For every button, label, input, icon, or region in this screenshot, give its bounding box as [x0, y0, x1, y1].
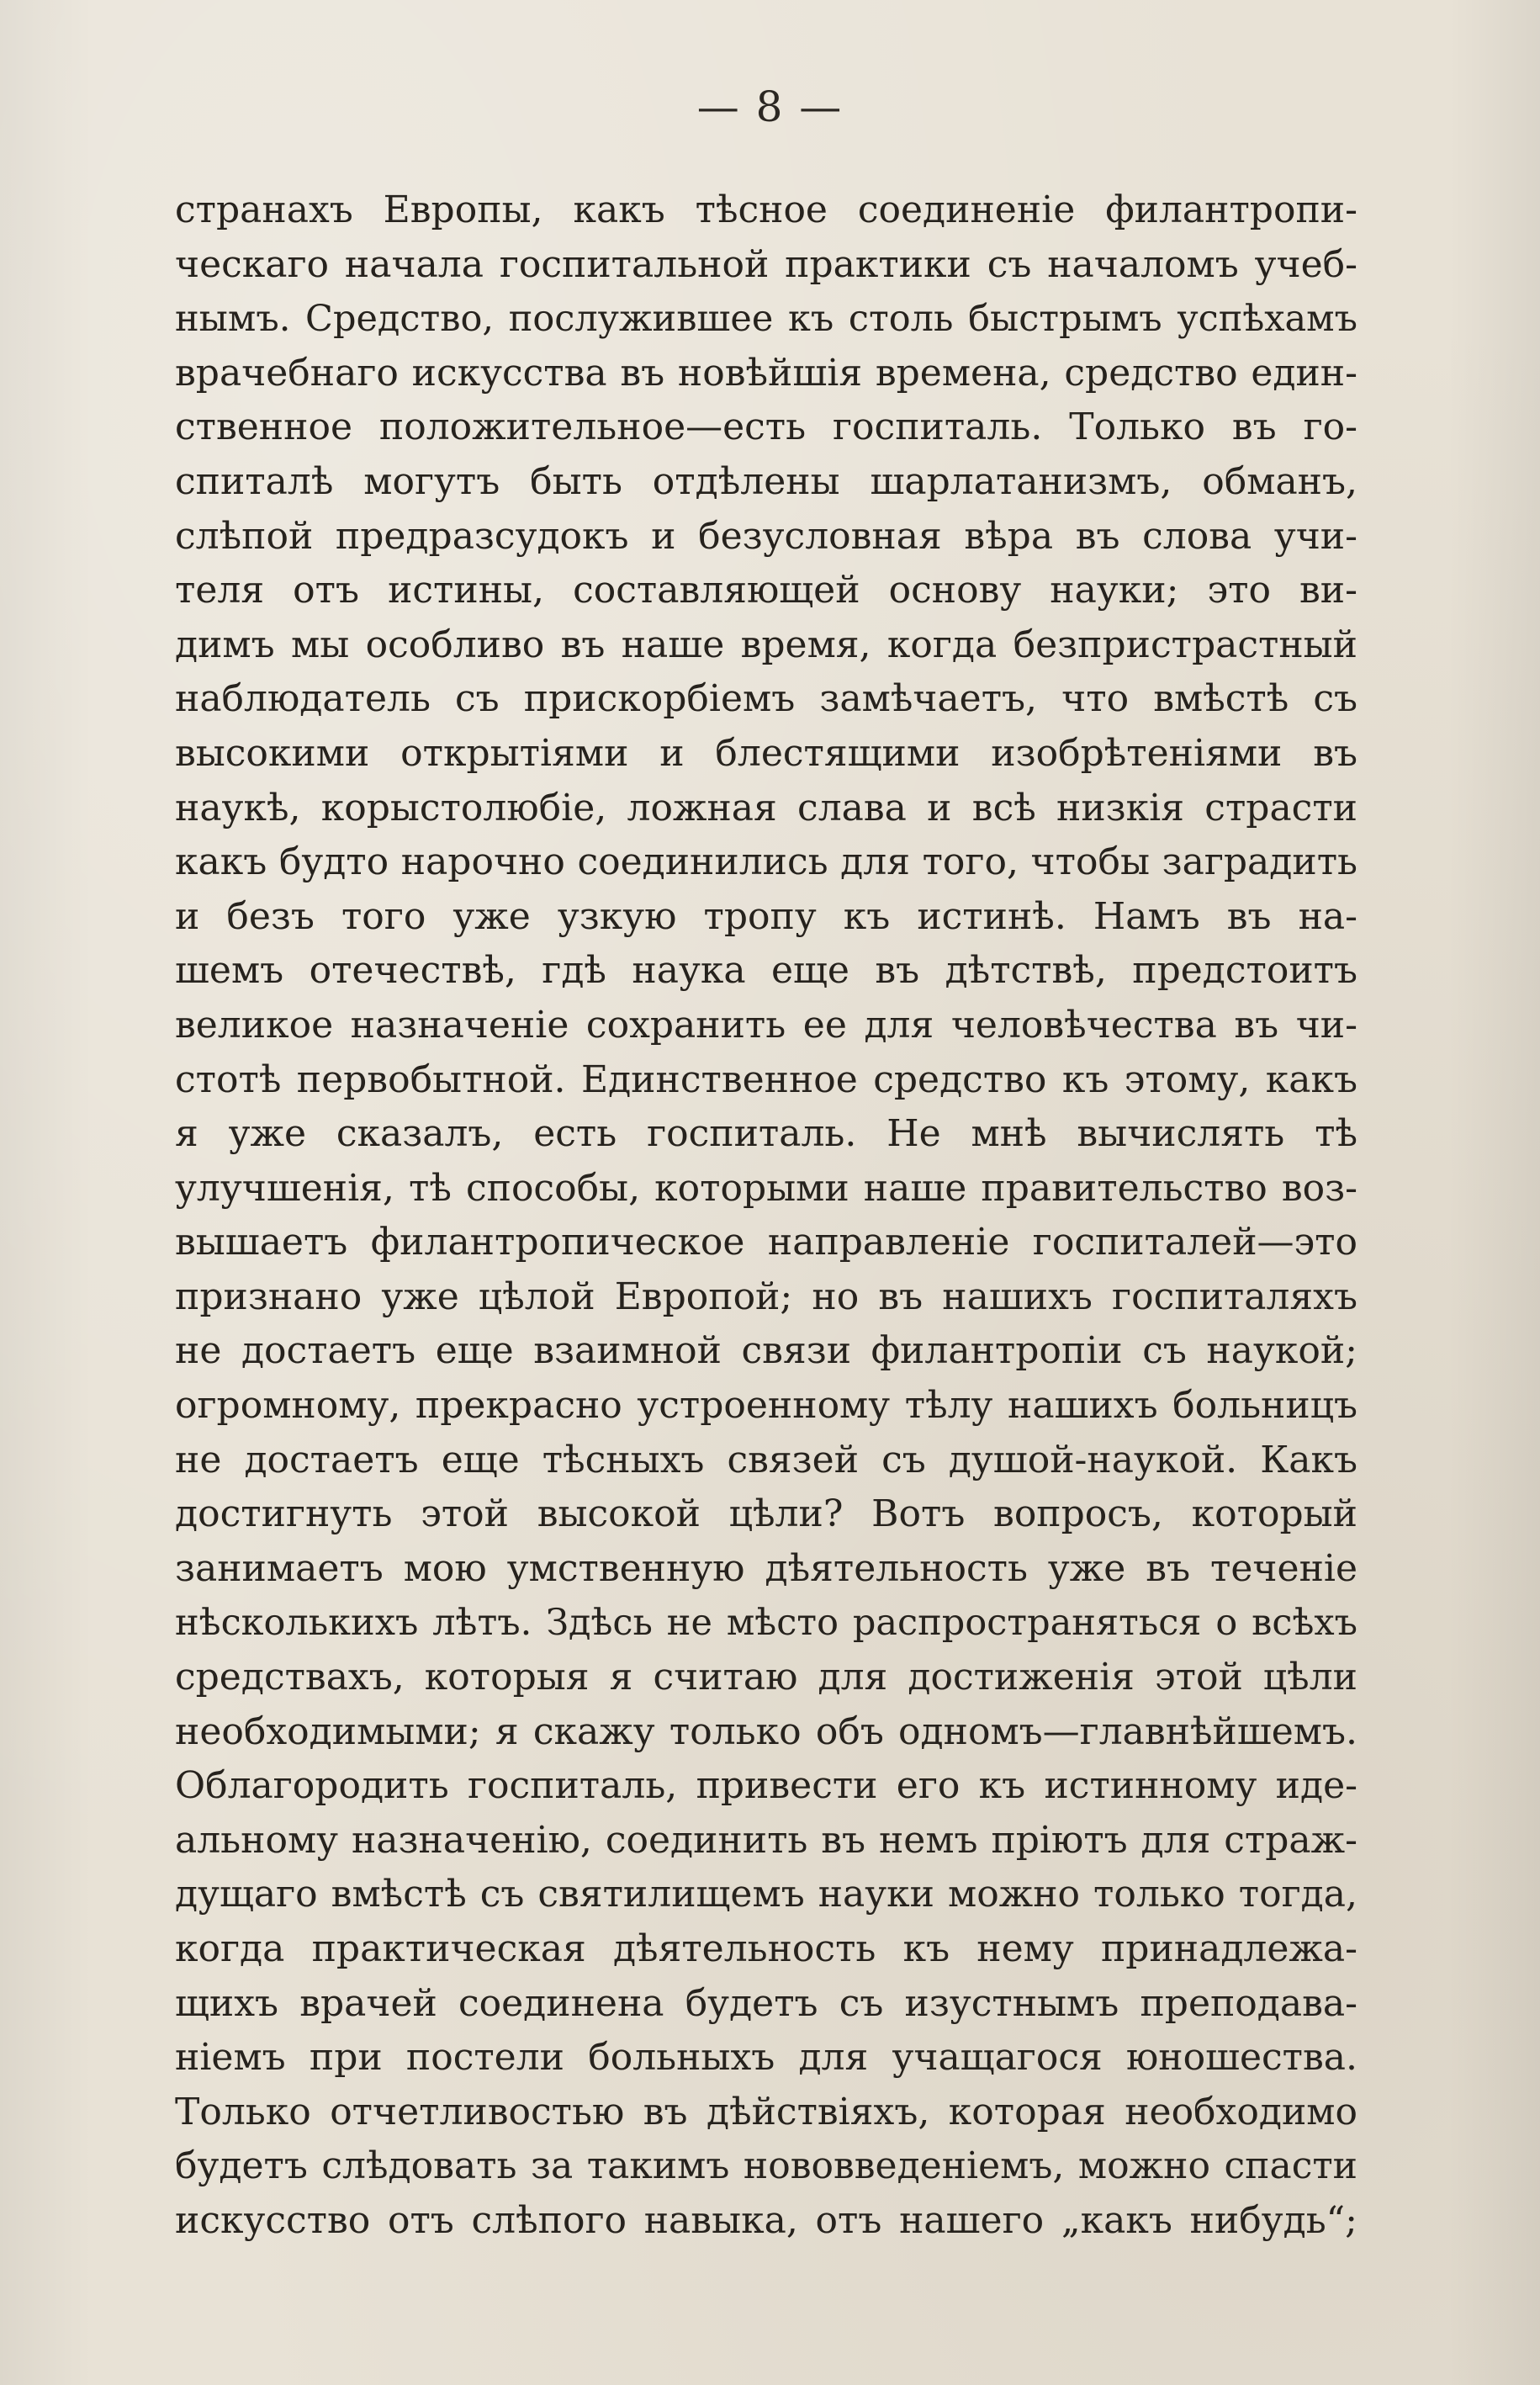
text-line: наблюдатель съ прискорбiемъ замѣчаетъ, что вмѣстѣ съ — [175, 677, 1357, 721]
text-line: нымъ. Средство, послужившее къ столь быстрымъ успѣхамъ — [175, 298, 1357, 341]
page-number: — 8 — — [696, 82, 844, 131]
text-line: высокими открытiями и блестящими изобрѣтенiями въ — [175, 731, 1357, 775]
text-line: средствахъ, которыя я считаю для достиженiя этой цѣли — [175, 1656, 1357, 1699]
text-line: огромному, прекрасно устроенному тѣлу нашихъ больницъ — [175, 1384, 1357, 1428]
text-line: когда практическая дѣятельность къ нему принадлежа- — [175, 1927, 1357, 1970]
text-line: достигнуть этой высокой цѣли? Вотъ вопросъ, который — [175, 1492, 1357, 1536]
text-line: признано уже цѣлой Европой; но въ нашихъ госпиталяхъ — [175, 1275, 1357, 1318]
text-line: теля отъ истины, составляющей основу науки; это ви- — [175, 569, 1357, 612]
text-line: ственное положительное—есть госпиталь. Только въ го- — [175, 405, 1357, 449]
text-line: вышаетъ филантропическое направленiе госпиталей—это — [175, 1221, 1357, 1264]
text-line: Облагородить госпиталь, привести его къ истинному иде- — [175, 1764, 1357, 1808]
text-line: наукѣ, корыстолюбiе, ложная слава и всѣ низкiя страсти — [175, 786, 1357, 829]
text-line: не достаетъ еще взаимной связи филантропiи съ наукой; — [175, 1329, 1357, 1373]
text-line: шемъ отечествѣ, гдѣ наука еще въ дѣтствѣ, предстоитъ — [175, 949, 1357, 993]
text-line: нѣсколькихъ лѣтъ. Здѣсь не мѣсто распространяться о всѣхъ — [175, 1602, 1357, 1645]
text-line: будетъ слѣдовать за такимъ нововведенiемъ, можно спасти — [175, 2144, 1357, 2188]
text-line: стотѣ первобытной. Единственное средство къ этому, какъ — [175, 1057, 1357, 1101]
text-line: необходимыми; я скажу только объ одномъ—главнѣйшемъ. — [175, 1709, 1357, 1753]
text-line: занимаетъ мою умственную дѣятельность уже въ теченiе — [175, 1546, 1357, 1590]
text-line: странахъ Европы, какъ тѣсное соединенiе филантропи- — [175, 188, 1357, 231]
text-line: искусство отъ слѣпого навыка, отъ нашего „какъ нибудь“; — [175, 2198, 1357, 2242]
text-line: какъ будто нарочно соединились для того, чтобы заградить — [175, 840, 1357, 884]
text-line: великое назначенiе сохранить ее для человѣчества въ чи- — [175, 1003, 1357, 1047]
body-text — [175, 183, 1357, 2249]
text-line: спиталѣ могутъ быть отдѣлены шарлатанизмъ, обманъ, — [175, 459, 1357, 503]
text-line: щихъ врачей соединена будетъ съ изустнымъ преподава- — [175, 1981, 1357, 2025]
text-line: нiемъ при постели больныхъ для учащагося юношества. — [175, 2036, 1357, 2080]
text-line: ческаго начала госпитальной практики съ началомъ учеб- — [175, 242, 1357, 286]
text-line: дущаго вмѣстѣ съ святилищемъ науки можно только тогда, — [175, 1873, 1357, 1916]
text-line: слѣпой предразсудокъ и безусловная вѣра въ слова учи- — [175, 514, 1357, 558]
text-line: Только отчетливостью въ дѣйствiяхъ, которая необходимо — [175, 2090, 1357, 2133]
text-line: и безъ того уже узкую тропу къ истинѣ. Намъ въ на- — [175, 894, 1357, 938]
text-line: альному назначенiю, соединить въ немъ прiютъ для страж- — [175, 1818, 1357, 1862]
text-line: улучшенiя, тѣ способы, которыми наше правительство воз- — [175, 1166, 1357, 1210]
text-line: врачебнаго искусства въ новѣйшiя времена, средство един- — [175, 351, 1357, 395]
text-line: димъ мы особливо въ наше время, когда безпристрастный — [175, 623, 1357, 666]
text-line: я уже сказалъ, есть госпиталь. Не мнѣ вычислять тѣ — [175, 1112, 1357, 1156]
text-line: не достаетъ еще тѣсныхъ связей съ душой-наукой. Какъ — [175, 1438, 1357, 1481]
